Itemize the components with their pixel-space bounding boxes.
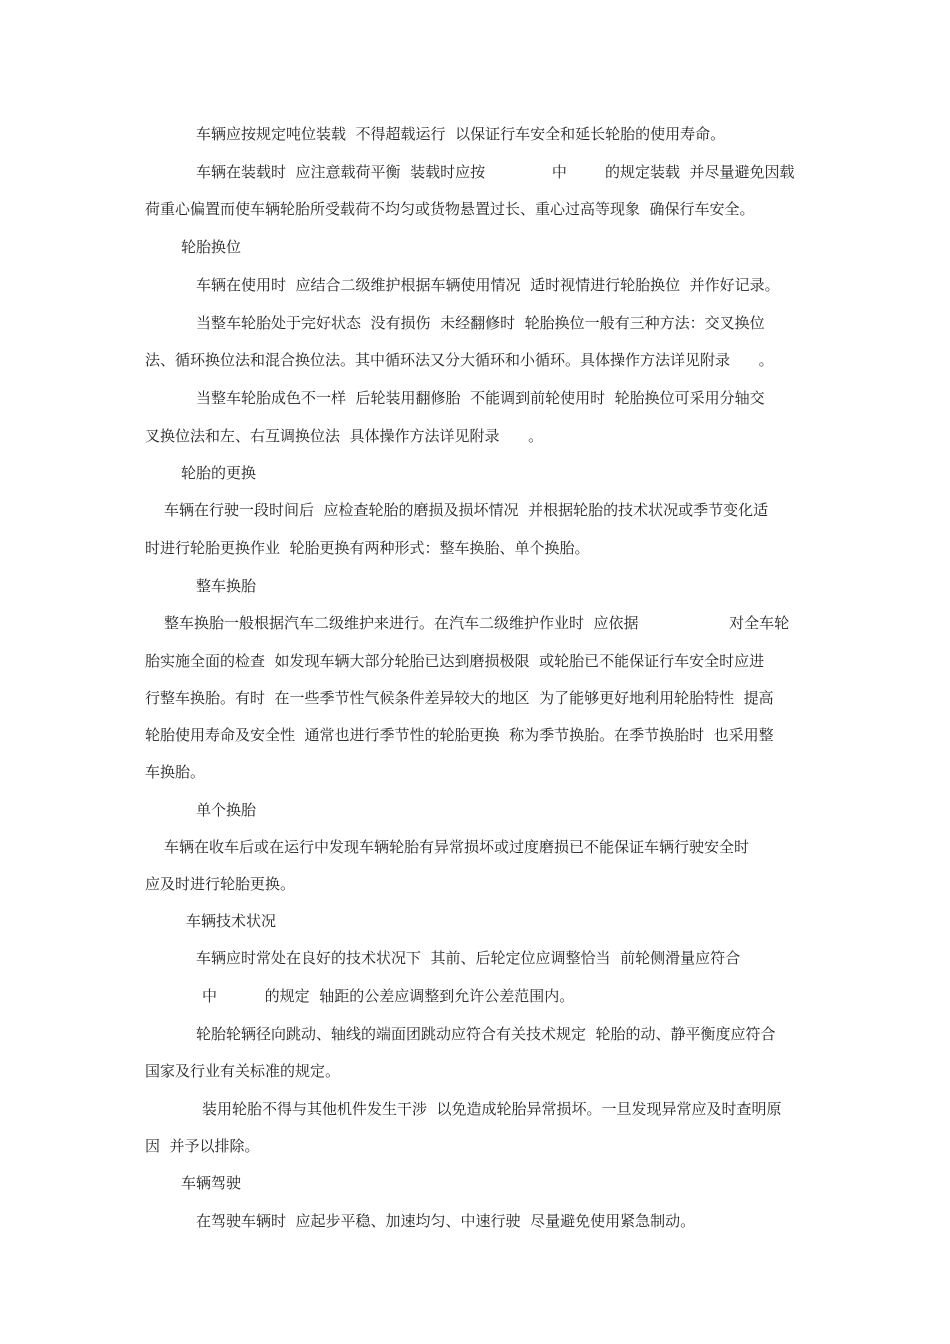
paragraph-interference-line2: 因 并予以排除。 [145,1137,260,1155]
heading-vehicle-driving: 车辆驾驶 [181,1174,242,1192]
paragraph-rotation-methods-line1: 当整车轮胎处于完好状态 没有损伤 未经翻修时 轮胎换位一般有三种方法：交叉换位 [196,314,765,332]
paragraph-interference-line1: 装用轮胎不得与其他机件发生干涉 以免造成轮胎异常损坏。一旦发现异常应及时查明原 [202,1100,782,1118]
paragraph-single-replacement-line1: 车辆在收车后或在运行中发现车辆轮胎有异常损坏或过度磨损已不能保证车辆行驶安全时 [164,838,750,856]
paragraph-rotation-methods-line2: 法、循环换位法和混合换位法。其中循环法又分大循环和小循环。具体操作方法详见附录 。 [145,351,774,369]
paragraph-rotation-timing: 车辆在使用时 应结合二级维护根据车辆使用情况 适时视情进行轮胎换位 并作好记录。 [196,276,780,294]
heading-tire-rotation: 轮胎换位 [181,238,242,256]
paragraph-wheel-runout-line2: 国家及行业有关标准的规定。 [145,1062,341,1080]
paragraph-rotation-mixed-line2: 叉换位法和左、右互调换位法 具体操作方法详见附录 。 [145,427,544,445]
paragraph-full-replacement-line3: 行整车换胎。有时 在一些季节性气候条件差异较大的地区 为了能够更好地利用轮胎特性 提高 [145,689,774,707]
heading-tire-replacement: 轮胎的更换 [181,464,257,482]
paragraph-wheel-runout-line1: 轮胎轮辆径向跳动、轴线的端面团跳动应符合有关技术规定 轮胎的动、静平衡度应符合 [196,1025,776,1043]
paragraph-rotation-mixed-line1: 当整车轮胎成色不一样 后轮装用翻修胎 不能调到前轮使用时 轮胎换位可采用分轴交 [196,389,765,407]
heading-vehicle-condition: 车辆技术状况 [186,912,277,930]
paragraph-load-balance-line2: 荷重心偏置而使车辆轮胎所受载荷不均匀或货物悬置过长、重心过高等现象 确保行车安全。 [145,200,755,218]
paragraph-full-replacement-line5: 车换胎。 [145,763,206,781]
heading-full-replacement: 整车换胎 [196,577,257,595]
paragraph-full-replacement-line4: 轮胎使用寿命及安全性 通常也进行季节性的轮胎更换 称为季节换胎。在季节换胎时 也采用整 [145,726,774,744]
paragraph-replacement-line2: 时进行轮胎更换作业 轮胎更换有两种形式：整车换胎、单个换胎。 [145,539,590,557]
paragraph-full-replacement-line2: 胎实施全面的检查 如发现车辆大部分轮胎已达到磨损极限 或轮胎已不能保证行车安全时应进 [145,652,765,670]
paragraph-load-capacity: 车辆应按规定吨位装载 不得超载运行 以保证行车安全和延长轮胎的使用寿命。 [196,125,726,143]
paragraph-vehicle-condition-line2: 中 的规定 轴距的公差应调整到允许公差范围内。 [202,987,575,1005]
paragraph-replacement-line1: 车辆在行驶一段时间后 应检查轮胎的磨损及损坏情况 并根据轮胎的技术状况或季节变化适 [164,501,769,519]
paragraph-full-replacement-line1: 整车换胎一般根据汽车二级维护来进行。在汽车二级维护作业时 应依据 对全车轮 [164,614,790,632]
paragraph-single-replacement-line2: 应及时进行轮胎更换。 [145,875,296,893]
paragraph-driving: 在驾驶车辆时 应起步平稳、加速均匀、中速行驶 尽量避免使用紧急制动。 [196,1212,696,1230]
paragraph-load-balance-line1: 车辆在装载时 应注意载荷平衡 装载时应按 中 的规定装载 并尽量避免因载 [196,163,795,181]
paragraph-vehicle-condition-line1: 车辆应时常处在良好的技术状况下 其前、后轮定位应调整恰当 前轮侧滑量应符合 [196,949,741,967]
heading-single-replacement: 单个换胎 [196,801,257,819]
